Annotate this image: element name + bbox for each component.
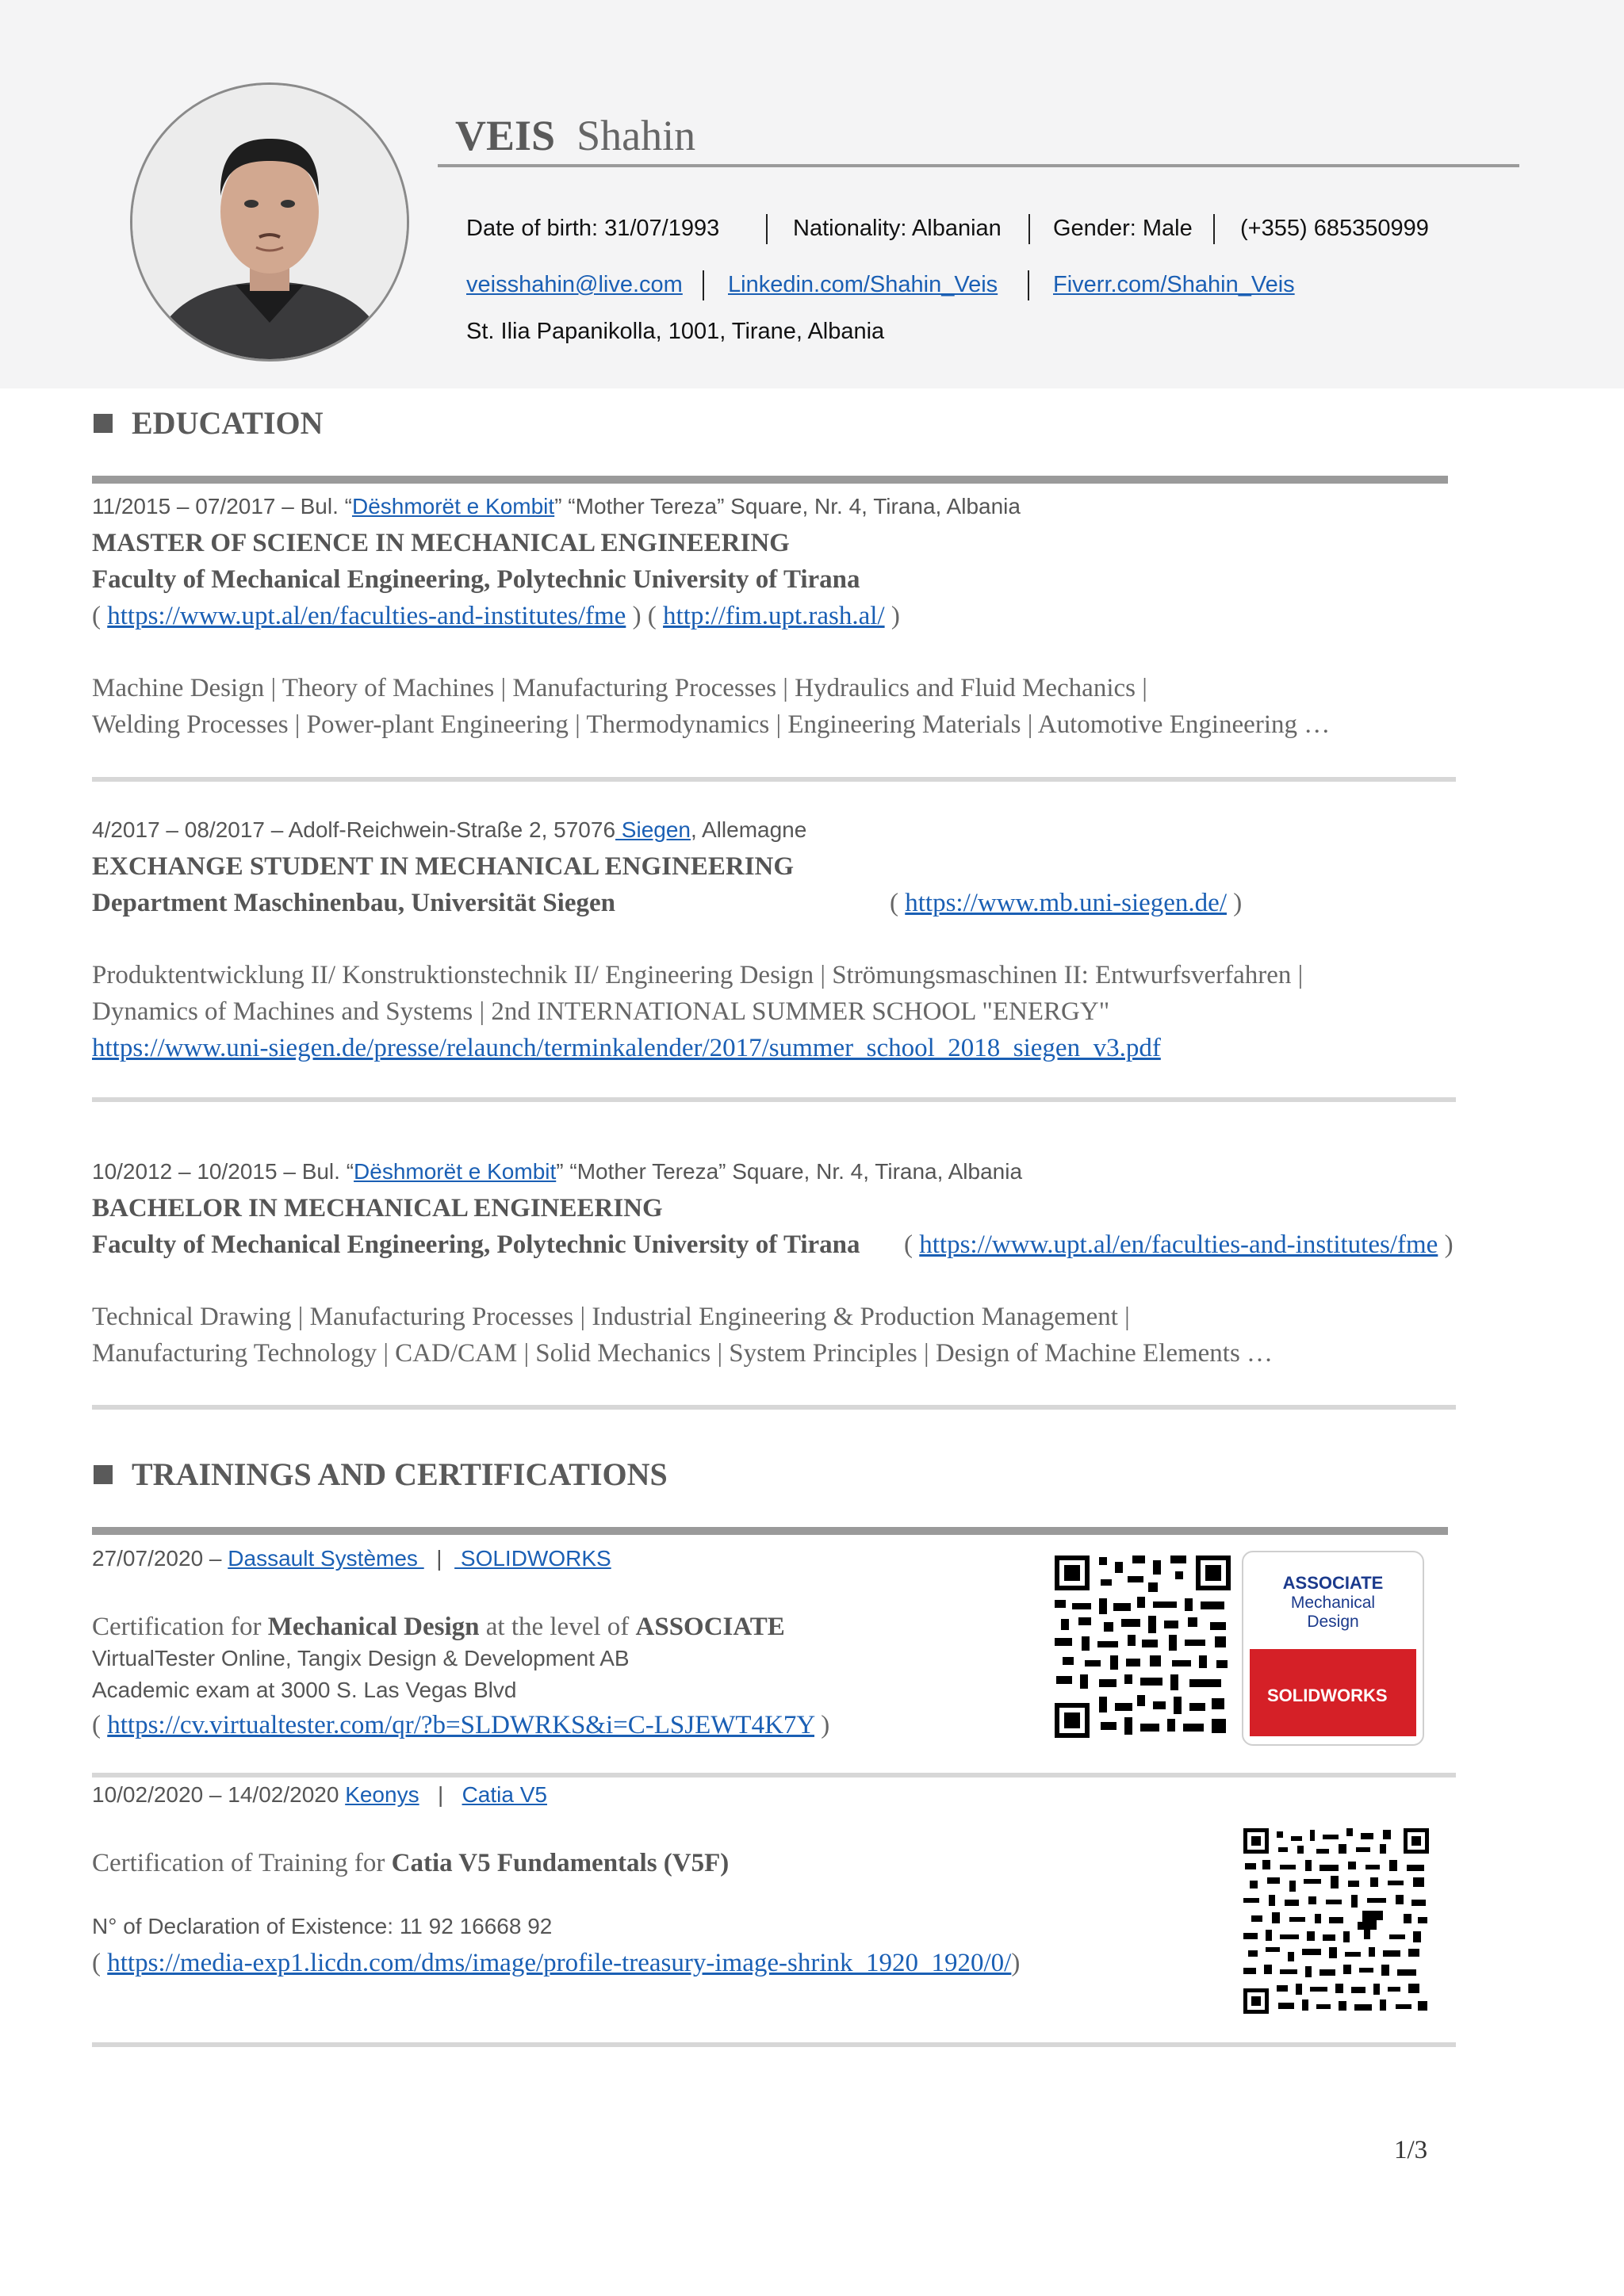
faculty-urls: ( https://www.mb.uni-siegen.de/ )	[890, 889, 1243, 917]
faculty-name: Department Maschinenbau, Universität Siegen	[92, 889, 615, 917]
faculty-url-link[interactable]: https://www.upt.al/en/faculties-and-institutes/fme	[107, 602, 626, 630]
faculty-url-link[interactable]: http://fim.upt.rash.al/	[663, 602, 885, 630]
date-of-birth: Date of birth: 31/07/1993	[466, 216, 720, 241]
education-date-line	[92, 1159, 1022, 1184]
badge-top	[1243, 1552, 1423, 1647]
keonys-link[interactable]: Keonys	[345, 1782, 419, 1807]
education-date-line	[92, 817, 806, 843]
separator: |	[436, 1546, 442, 1571]
dassault-link[interactable]: Dassault Systèmes	[228, 1546, 424, 1571]
linkedin-link[interactable]: Linkedin.com/Shahin_Veis	[728, 272, 998, 297]
date-text: 11/2015 – 07/2017 – Bul. “	[92, 494, 352, 519]
gender: Gender: Male	[1053, 216, 1193, 241]
education-title: EDUCATION	[132, 405, 324, 441]
entry-divider	[92, 777, 1456, 782]
trainings-title: TRAININGS AND CERTIFICATIONS	[132, 1456, 668, 1492]
entry-divider	[92, 1773, 1456, 1777]
declaration-number: N° of Declaration of Existence: 11 92 16668 92	[92, 1914, 553, 1938]
street-link[interactable]: Dëshmorët e Kombit	[354, 1159, 557, 1184]
badge-brand	[1250, 1649, 1416, 1736]
faculty-url-link[interactable]: https://www.upt.al/en/faculties-and-institutes/fme	[919, 1230, 1438, 1259]
location-text: , Allemagne	[690, 817, 807, 842]
course-list: Dynamics of Machines and Systems | 2nd INTERNATIONAL SUMMER SCHOOL "ENERGY"	[92, 997, 1110, 1026]
faculty-name: Faculty of Mechanical Engineering, Polytechnic University of Tirana	[92, 565, 860, 594]
cert-exam-location: Academic exam at 3000 S. Las Vegas Blvd	[92, 1678, 517, 1702]
section-bullet-icon	[94, 1465, 113, 1484]
course-list: Manufacturing Technology | CAD/CAM | Solid Mechanics | System Principles | Design of Machine Elements …	[92, 1339, 1274, 1368]
faculty-urls: ( https://www.upt.al/en/faculties-and-institutes/fme ) ( http://fim.upt.rash.al/ )	[92, 602, 900, 630]
location-text: ” “Mother Tereza” Square, Nr. 4, Tirana, Albania	[554, 494, 1021, 519]
street-link[interactable]: Dëshmorët e Kombit	[351, 494, 555, 519]
qr-code-icon[interactable]	[1055, 1556, 1231, 1738]
solidworks-logo-text: SOLIDWORKS	[1267, 1686, 1388, 1705]
entry-divider	[92, 2042, 1456, 2047]
separator	[1028, 214, 1030, 244]
full-name	[455, 111, 695, 160]
badge-subject: Design	[1307, 1613, 1359, 1631]
date-text: 10/2012 – 10/2015 – Bul. “	[92, 1159, 354, 1184]
date-text: 27/07/2020 –	[92, 1546, 228, 1571]
section-rule	[92, 476, 1448, 484]
course-list: Machine Design | Theory of Machines | Manufacturing Processes | Hydraulics and Fluid Mechanics |	[92, 674, 1147, 702]
entry-divider	[92, 1097, 1456, 1102]
date-text: 10/02/2020 – 14/02/2020	[92, 1782, 346, 1807]
profile-photo	[130, 82, 409, 362]
name-underline	[438, 164, 1519, 167]
location-text: ” “Mother Tereza” Square, Nr. 4, Tirana, Albania	[556, 1159, 1023, 1184]
cert-text: Certification of Training for	[92, 1849, 392, 1877]
cert-url: ( https://media-exp1.licdn.com/dms/image/profile-treasury-image-shrink_1920_1920/0/)	[92, 1949, 1021, 1977]
separator	[766, 214, 768, 244]
cert-level: ASSOCIATE	[635, 1613, 785, 1641]
catia-link[interactable]: Catia V5	[462, 1782, 547, 1807]
certification-title	[92, 1849, 729, 1878]
course-list: Technical Drawing | Manufacturing Processes | Industrial Engineering & Production Management |	[92, 1303, 1130, 1331]
section-bullet-icon	[94, 414, 113, 433]
summer-school-link[interactable]: https://www.uni-siegen.de/presse/relaunch/terminkalender/2017/summer_school_2018_siegen_v3.pdf	[92, 1034, 1161, 1062]
date-text: 4/2017 – 08/2017 – Adolf-Reichwein-Straße 2, 57076	[92, 817, 616, 842]
email-link[interactable]: veisshahin@live.com	[466, 272, 683, 297]
phone-number: (+355) 685350999	[1240, 216, 1429, 241]
course-list: Produktentwicklung II/ Konstruktionstechnik II/ Engineering Design | Strömungsmaschinen II: Entwurfsverfahren |	[92, 961, 1304, 989]
separator	[703, 270, 704, 300]
fiverr-link[interactable]: Fiverr.com/Shahin_Veis	[1053, 272, 1295, 297]
cert-verify-link[interactable]: https://cv.virtualtester.com/qr/?b=SLDWRKS&i=C-LSJEWT4K7Y	[107, 1711, 815, 1739]
cert-image-link[interactable]: https://media-exp1.licdn.com/dms/image/profile-treasury-image-shrink_1920_1920/0/	[107, 1949, 1012, 1977]
degree-title: BACHELOR IN MECHANICAL ENGINEERING	[92, 1194, 663, 1223]
certification-title	[92, 1613, 785, 1642]
degree-title: EXCHANGE STUDENT IN MECHANICAL ENGINEERING	[92, 852, 795, 881]
faculty-name: Faculty of Mechanical Engineering, Polytechnic University of Tirana	[92, 1230, 860, 1259]
faculty-url-link[interactable]: https://www.mb.uni-siegen.de/	[905, 889, 1227, 917]
nationality: Nationality: Albanian	[793, 216, 1002, 241]
training-date-line	[92, 1546, 611, 1571]
education-date-line	[92, 494, 1021, 519]
separator	[1213, 214, 1215, 244]
page-number: 1/3	[1394, 2136, 1428, 2164]
cert-subject: Catia V5 Fundamentals (V5F)	[391, 1849, 730, 1877]
degree-title: MASTER OF SCIENCE IN MECHANICAL ENGINEERING	[92, 529, 790, 557]
solidworks-link[interactable]: SOLIDWORKS	[454, 1546, 611, 1571]
training-date-line	[92, 1782, 547, 1808]
course-list: Welding Processes | Power-plant Engineering | Thermodynamics | Engineering Materials | Automotive Engineering …	[92, 710, 1331, 739]
qr-code-icon[interactable]	[1243, 1828, 1429, 2014]
badge-level: ASSOCIATE	[1282, 1573, 1384, 1593]
cert-text: at the level of	[479, 1613, 636, 1641]
solidworks-associate-badge	[1242, 1551, 1424, 1746]
first-name: Shahin	[576, 112, 696, 159]
faculty-urls: ( https://www.upt.al/en/faculties-and-institutes/fme )	[904, 1230, 1454, 1259]
cert-text: Certification for	[92, 1613, 268, 1641]
address: St. Ilia Papanikolla, 1001, Tirane, Albania	[466, 319, 885, 344]
separator: |	[437, 1782, 444, 1807]
cert-subject: Mechanical Design	[267, 1613, 480, 1641]
badge-subject: Mechanical	[1290, 1594, 1376, 1612]
cert-url: ( https://cv.virtualtester.com/qr/?b=SLDWRKS&i=C-LSJEWT4K7Y )	[92, 1711, 830, 1739]
section-rule	[92, 1527, 1448, 1535]
cert-provider: VirtualTester Online, Tangix Design & Development AB	[92, 1646, 630, 1670]
entry-divider	[92, 1405, 1456, 1410]
separator	[1028, 270, 1029, 300]
last-name: VEIS	[455, 112, 556, 159]
city-link[interactable]: Siegen	[615, 817, 691, 842]
